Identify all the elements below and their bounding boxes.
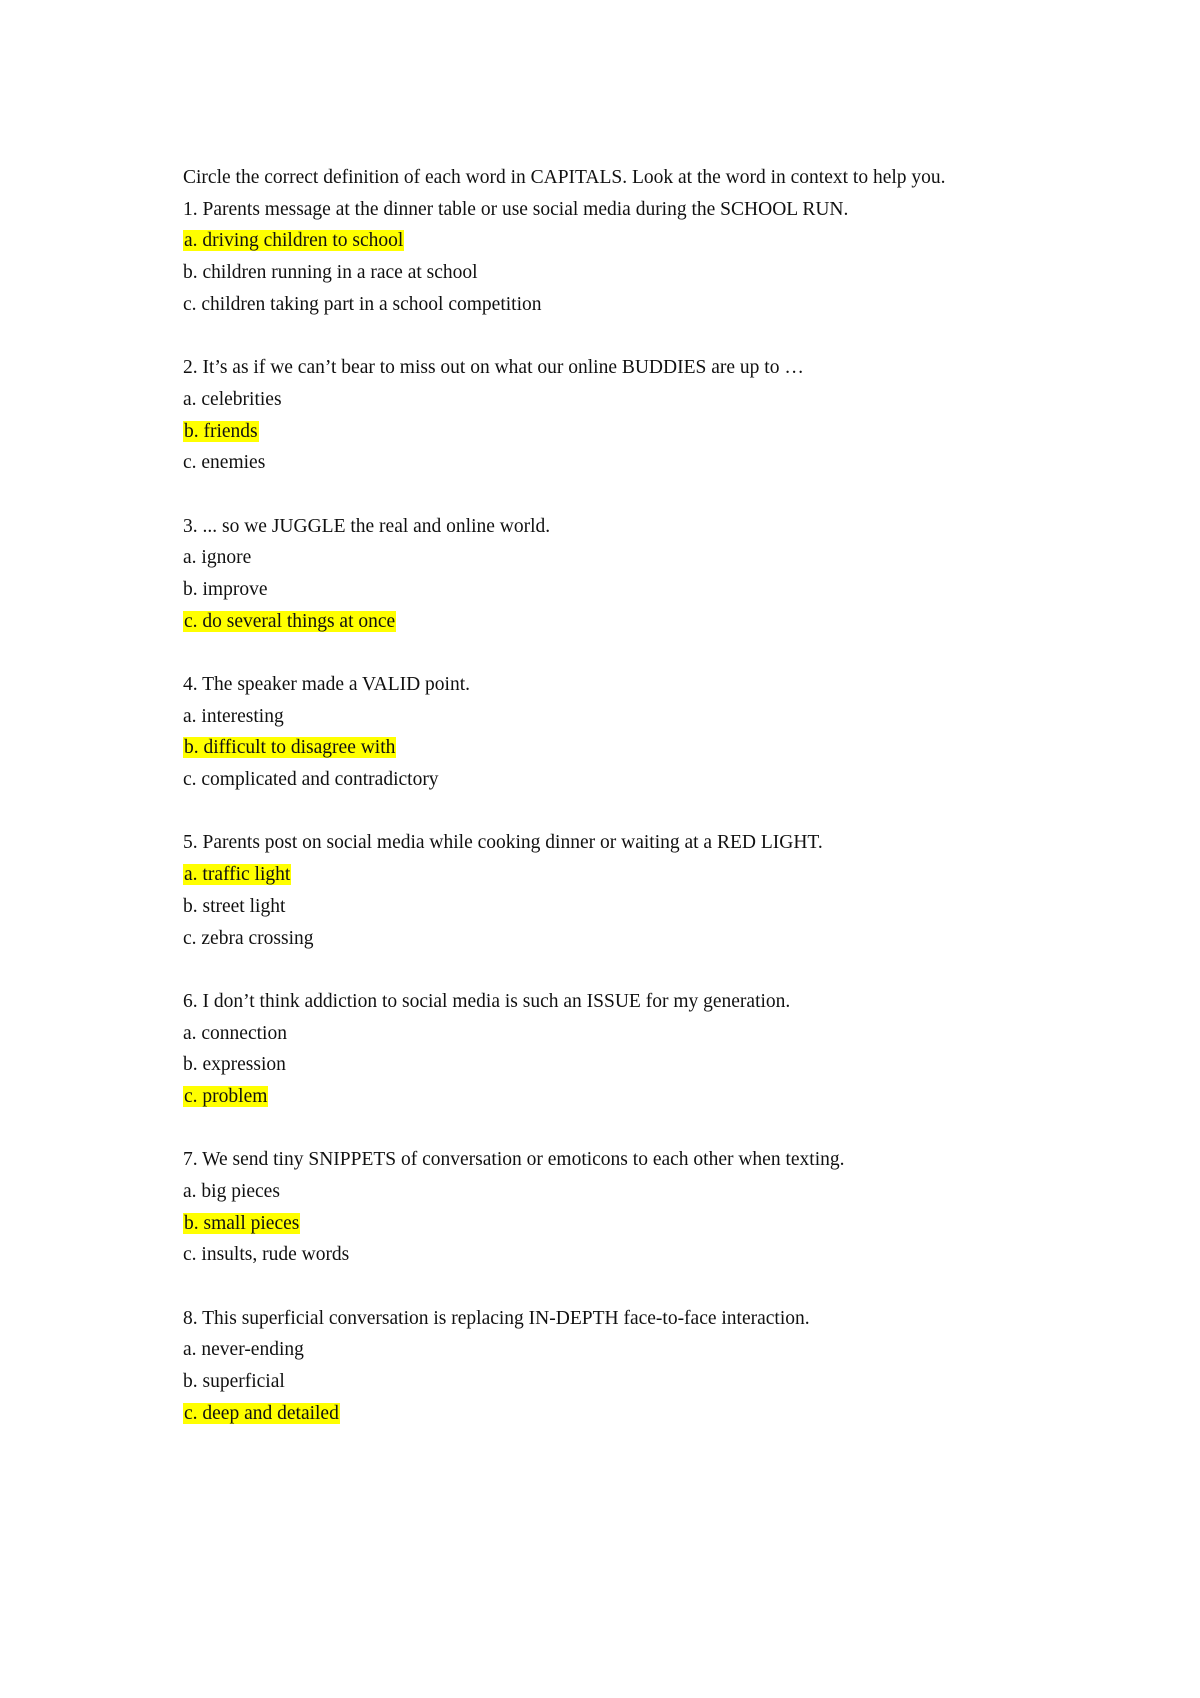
answer-option: a. interesting [183, 705, 284, 727]
question-prompt: 7. We send tiny SNIPPETS of conversation or emoticons to each other when texting. [183, 1149, 845, 1171]
question-prompt: 6. I don’t think addiction to social media is such an ISSUE for my generation. [183, 990, 791, 1012]
answer-option: c. zebra crossing [183, 927, 314, 949]
question-block [183, 827, 1083, 954]
instruction-text: Circle the correct definition of each word in CAPITALS. Look at the word in context to help you. [183, 167, 946, 188]
highlighted-answer: c. do several things at once [184, 610, 396, 632]
highlighted-answer: b. small pieces [184, 1212, 300, 1234]
answer-option: c. insults, rude words [183, 1244, 350, 1266]
question-block [183, 669, 1083, 796]
highlighted-answer: c. deep and detailed [184, 1402, 339, 1424]
answer-option: b. improve [183, 578, 268, 600]
worksheet-content [183, 162, 1083, 1430]
question-prompt: 4. The speaker made a VALID point. [183, 674, 471, 695]
blank-line [183, 479, 1083, 511]
answer-option: a. connection [183, 1022, 287, 1044]
answer-option: b. children running in a race at school [183, 262, 478, 284]
blank-line [183, 637, 1083, 669]
answer-option [183, 1398, 1083, 1430]
blank-line [183, 1113, 1083, 1145]
question-prompt: 8. This superficial conversation is replacing IN-DEPTH face-to-face interaction. [183, 1307, 810, 1329]
question-block [183, 511, 1083, 638]
question-block [183, 1144, 1083, 1271]
blank-line [183, 320, 1083, 352]
answer-option: a. ignore [183, 547, 252, 569]
question-prompt: 3. ... so we JUGGLE the real and online world. [183, 515, 551, 537]
answer-option [183, 416, 1083, 448]
question-block [183, 1303, 1083, 1430]
answer-option [183, 859, 1083, 891]
question-prompt: 2. It’s as if we can’t bear to miss out on what our online BUDDIES are up to … [183, 357, 804, 379]
answer-option: c. children taking part in a school competition [183, 293, 542, 315]
answer-option: a. big pieces [183, 1181, 280, 1202]
answer-option [183, 606, 1083, 638]
highlighted-answer: b. difficult to disagree with [184, 737, 396, 759]
question-prompt: 1. Parents message at the dinner table or use social media during the SCHOOL RUN. [183, 198, 849, 220]
highlighted-answer: b. friends [184, 420, 258, 442]
highlighted-answer: c. problem [184, 1085, 268, 1107]
highlighted-answer: a. traffic light [184, 864, 291, 886]
question-block [183, 194, 1083, 321]
blank-line [183, 954, 1083, 986]
answer-option [183, 1081, 1083, 1113]
answer-option: b. expression [183, 1054, 286, 1076]
answer-option: a. never-ending [183, 1339, 304, 1361]
answer-option: b. superficial [183, 1371, 285, 1393]
blank-line [183, 796, 1083, 828]
question-block [183, 986, 1083, 1113]
answer-option: c. complicated and contradictory [183, 769, 439, 791]
question-prompt: 5. Parents post on social media while cooking dinner or waiting at a RED LIGHT. [183, 832, 823, 854]
answer-option: c. enemies [183, 452, 266, 474]
answer-option [183, 225, 1083, 257]
highlighted-answer: a. driving children to school [184, 230, 404, 252]
answer-option [183, 1208, 1083, 1240]
blank-line [183, 1271, 1083, 1303]
answer-option: b. street light [183, 895, 286, 917]
answer-option [183, 732, 1083, 764]
question-block [183, 352, 1083, 479]
answer-option: a. celebrities [183, 388, 282, 410]
